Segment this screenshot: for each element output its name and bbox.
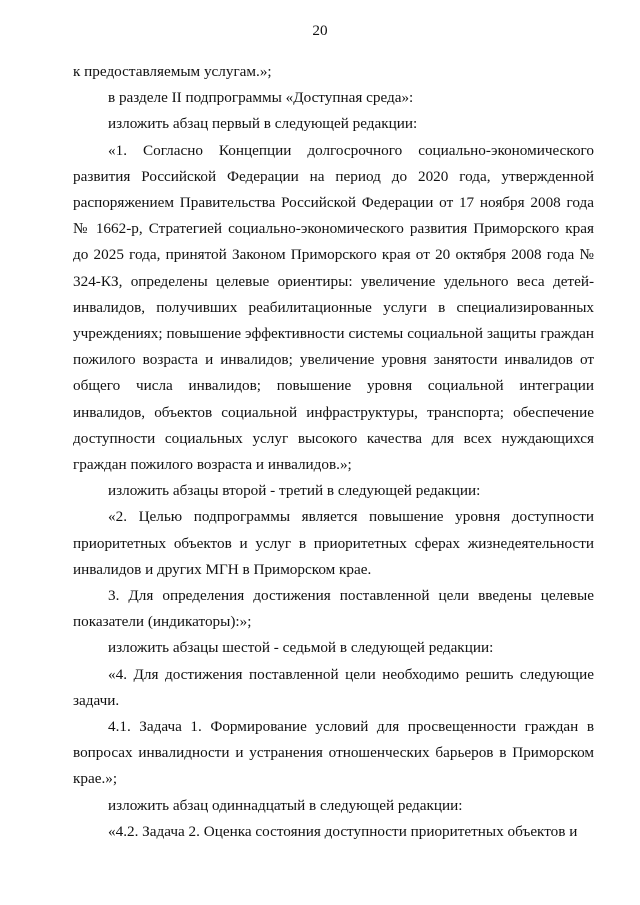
paragraph: «4. Для достижения поставленной цели необходимо решить следующие задачи. — [73, 665, 594, 709]
paragraph: «2. Целью подпрограммы является повышение уровня доступности приоритетных объектов и услуг в приоритетных сферах жизнедеятельности инвалидов и других МГН в Приморском крае. — [73, 508, 594, 578]
paragraph: изложить абзацы второй - третий в следующей редакции: — [108, 482, 481, 500]
paragraph: 4.1. Задача 1. Формирование условий для просвещенности граждан в вопросах инвалидности и устранения отношенческих барьеров в Приморском крае.»; — [73, 718, 594, 788]
paragraph: 3. Для определения достижения поставленной цели введены целевые показатели (индикаторы):»; — [73, 587, 594, 631]
paragraph: к предоставляемым услугам.»; — [73, 63, 272, 80]
paragraph: изложить абзацы шестой - седьмой в следующей редакции: — [108, 639, 494, 657]
paragraph: «4.2. Задача 2. Оценка состояния доступности приоритетных объектов и — [108, 822, 578, 840]
page-number: 20 — [312, 22, 328, 39]
document-body — [73, 59, 594, 845]
paragraph: в разделе II подпрограммы «Доступная среда»: — [108, 89, 414, 107]
paragraph: «1. Согласно Концепции долгосрочного социально-экономического развития Российской Федерации на период до 2020 года, утвержденной распоряжением Правительства Российской Федерации от 17 ноября 2008 года № 1662-р, Стратегией социально-экономического развития Приморского края до 2025 года, принятой Законом Приморского края от 20 октября 2008 года № 324-КЗ, определены целевые ориентиры: увеличение удельного веса детей-инвалидов, получивших реабилитационные услуги в специализированных учреждениях; повышение эффективности системы социальной защиты граждан пожилого возраста и инвалидов; увеличение уровня занятости инвалидов от общего числа инвалидов; повышение уровня социальной интеграции инвалидов, объектов социальной инфраструктуры, транспорта; обеспечение доступности социальных услуг высокого качества для всех нуждающихся граждан пожилого возраста и инвалидов.»; — [73, 141, 594, 474]
paragraph: изложить абзац одиннадцатый в следующей редакции: — [108, 796, 463, 814]
paragraph: изложить абзац первый в следующей редакции: — [108, 115, 418, 133]
